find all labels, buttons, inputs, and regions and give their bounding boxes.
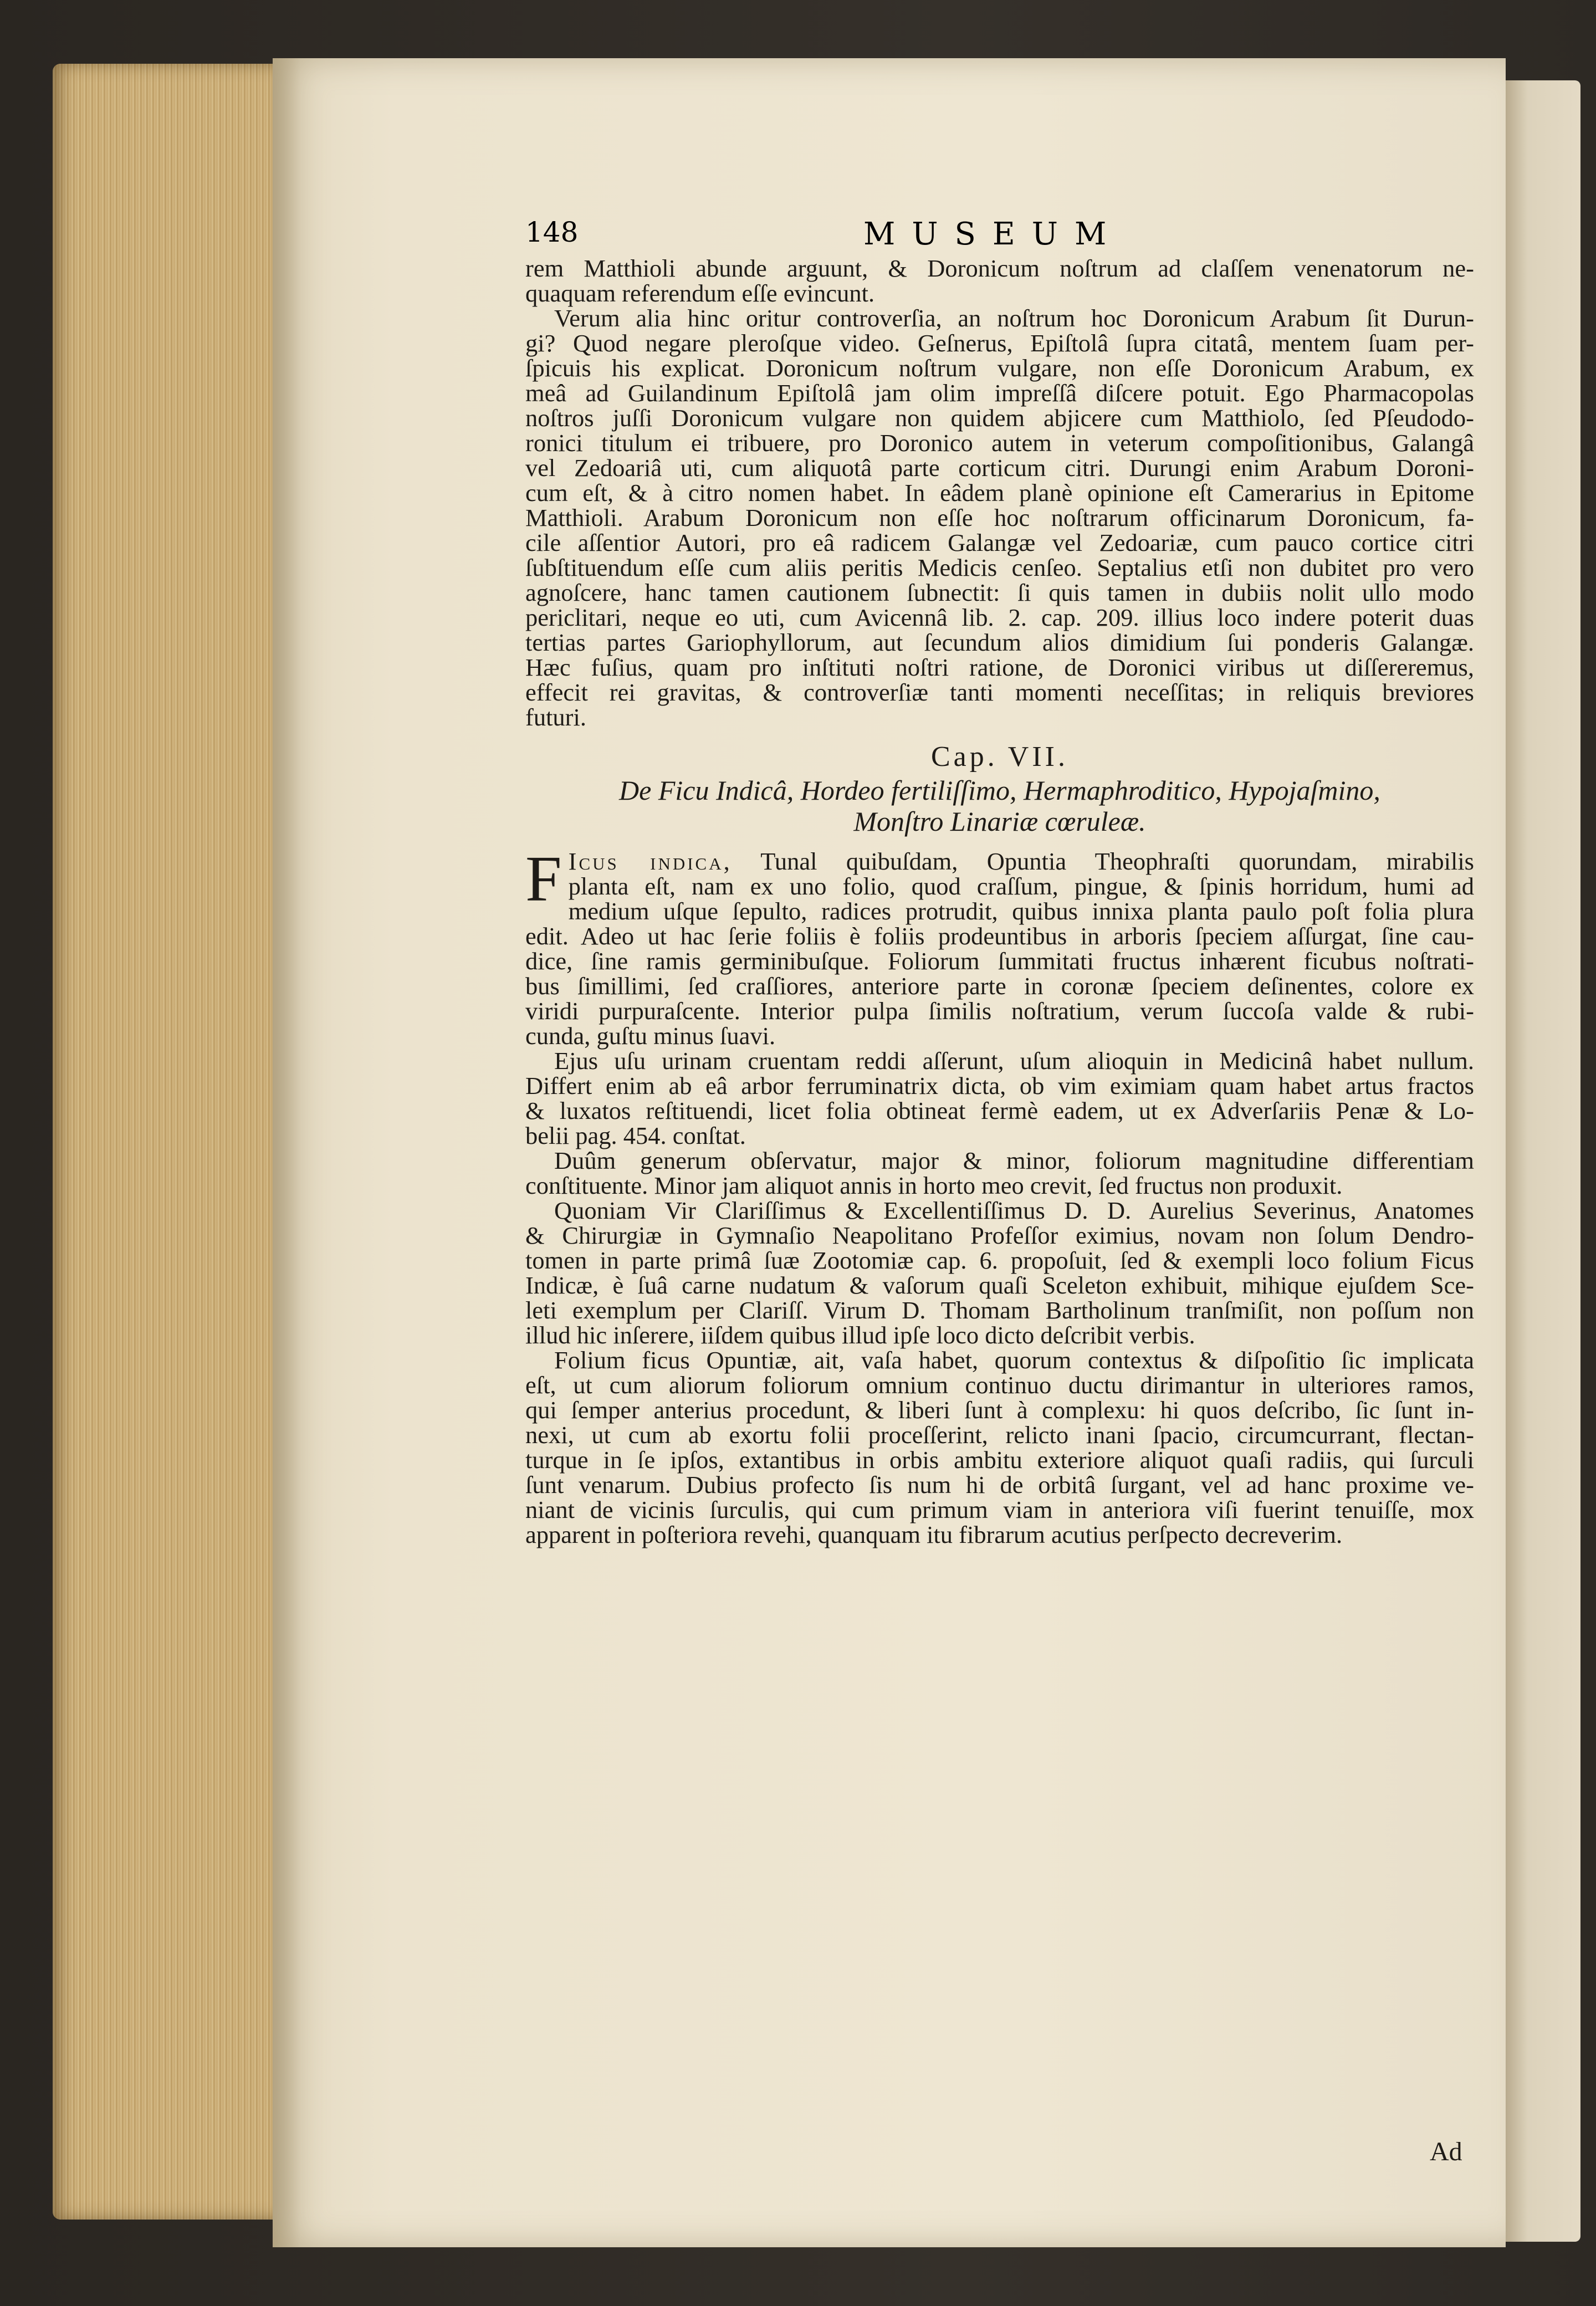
text-line: ſubſtituendum eſſe cum aliis peritis Medicis cenſeo. Septalius etſi non dubitet pro vero — [525, 554, 1474, 581]
text-line: illud hic inſerere, iiſdem quibus illud ipſe loco dicto deſcribit verbis. — [525, 1321, 1195, 1349]
lead-words: Icus indica, — [568, 847, 732, 875]
text-line: Ejus uſu urinam cruentam reddi aſſerunt, uſum alioquin in Medicinâ habet nullum. — [554, 1047, 1474, 1075]
page-number: 148 — [525, 216, 579, 248]
paragraph-ficus-indica — [525, 842, 1474, 1050]
catchword: Ad — [1430, 2137, 1462, 2166]
text-line: planta eſt, nam ex uno folio, quod craſſum, pingue, & ſpinis horridum, humi ad — [568, 872, 1474, 900]
text-line: medium uſque ſepulto, radices protrudit, quibus innixa planta paulo poſt folia plura — [568, 897, 1474, 925]
text-line: eſt, ut cum aliorum foliorum omnium continuo ductu dirimantur in ulteriores ramos, — [525, 1371, 1474, 1399]
text-line: tertias partes Gariophyllorum, aut ſecundum alios dimidium ſui ponderis Galangæ. — [525, 628, 1474, 656]
page-header — [525, 216, 1474, 252]
text-line: periclitari, neque eo uti, cum Avicennâ lib. 2. cap. 209. illius loco indere poterit duas — [525, 604, 1474, 631]
text-line: niant de vicinis ſurculis, qui cum primum viam in anteriora viſi fuerint tenuiſſe, mox — [525, 1496, 1474, 1523]
text-line: leti exemplum per Clariſſ. Virum D. Thomam Bartholinum tranſmiſit, non poſſum non — [525, 1296, 1474, 1324]
paragraph-severinus — [525, 1198, 1474, 1348]
text-line: Indicæ, è ſuâ carne nudatum & vaſorum quaſi Sceleton exhibuit, mihique ejuſdem Sce- — [525, 1271, 1474, 1299]
text-line: noſtros juſſi Doronicum vulgare non quidem abjicere cum Matthiolo, ſed Pſeudodo- — [525, 404, 1474, 432]
chapter-title-line-1: De Ficu Indicâ, Hordeo fertiliſſimo, Hermaphroditico, Hypojaſmino, — [619, 775, 1380, 806]
text-line: ſunt venarum. Dubius profecto ſis num hi de orbitâ ſurgant, vel ad hanc proxime ve- — [525, 1471, 1474, 1499]
text-line: turque in ſe ipſos, extantibus in orbis ambitu exteriore aliquot quaſi radiis, qui ſurculi — [525, 1446, 1474, 1474]
page-body — [525, 256, 1474, 1547]
text-line: Matthioli. Arabum Doronicum non eſſe hoc noſtrarum officinarum Doronicum, fa- — [525, 504, 1474, 531]
page-edges — [53, 64, 280, 2220]
text-line: dice, ſine ramis germinibuſque. Foliorum ſummitati fructus inhærent ficubus noſtrati- — [525, 947, 1474, 975]
text-line: & Chirurgiæ in Gymnaſio Neapolitano Profeſſor eximius, novam non ſolum Dendro- — [525, 1221, 1474, 1249]
text-line: futuri. — [525, 703, 586, 731]
text-line: Differt enim ab eâ arbor ferruminatrix dicta, ob vim eximiam quam habet artus fractos — [525, 1072, 1474, 1100]
paragraph-durungi — [525, 306, 1474, 730]
text-line: Quoniam Vir Clariſſimus & Excellentiſſimus D. D. Aurelius Severinus, Anatomes — [554, 1197, 1474, 1224]
text-line: belii pag. 454. conſtat. — [525, 1122, 746, 1149]
text-line: & luxatos reſtituendi, licet folia obtineat fermè eadem, ut ex Adverſariis Penæ & Lo- — [525, 1097, 1474, 1124]
text-line: cunda, guſtu minus ſuavi. — [525, 1022, 776, 1050]
paragraph-folium — [525, 1348, 1474, 1547]
text-line: Folium ficus Opuntiæ, ait, vaſa habet, quorum contextus & diſpoſitio ſic implicata — [554, 1346, 1474, 1374]
paragraph-usus — [525, 1049, 1474, 1148]
first-line-rest: Tunal quibuſdam, Opuntia Theophraſti quorundam, mirabilis — [732, 847, 1474, 875]
text-line: cum eſt, & à citro nomen habet. In eâdem planè opinione eſt Camerarius in Epitome — [525, 479, 1474, 507]
paragraph-intro — [525, 256, 1474, 306]
text-line: Verum alia hinc oritur controverſia, an noſtrum hoc Doronicum Arabum ſit Durun- — [554, 304, 1474, 332]
text-line: tomen in parte primâ ſuæ Zootomiæ cap. 6. propoſuit, ſed & exempli loco folium Ficus — [525, 1246, 1474, 1274]
text-line: viridi purpuraſcente. Interior pulpa ſimilis noſtratium, verum ſuccoſa valde & rubi- — [525, 997, 1474, 1025]
paragraph-genera — [525, 1148, 1474, 1198]
text-line: rem Matthioli abunde arguunt, & Doronicum noſtrum ad claſſem venenatorum ne- — [525, 254, 1474, 282]
text-line: edit. Adeo ut hac ſerie foliis è foliis prodeuntibus in arboris ſpeciem aſſurgat, ſine cau- — [525, 922, 1474, 950]
chapter-heading: Cap. VII. — [930, 741, 1068, 773]
text-line: vel Zedoariâ uti, cum aliquotâ parte corticum citri. Durungi enim Arabum Doroni- — [525, 454, 1474, 482]
text-line: Hæc fuſius, quam pro inſtituti noſtri ratione, de Doronici viribus ut diſſereremus, — [525, 653, 1474, 681]
text-line: effecit rei gravitas, & controverſiæ tanti momenti neceſſitas; in reliquis breviores — [525, 678, 1474, 706]
text-line: apparent in poſteriora revehi, quanquam itu fibrarum acutius perſpecto decreverim. — [525, 1521, 1343, 1548]
text-line: quaquam referendum eſſe evincunt. — [525, 279, 875, 307]
text-line: ronici titulum ei tribuere, pro Doronico autem in veterum compoſitionibus, Galangâ — [525, 429, 1474, 457]
text-line: meâ ad Guilandinum Epiſtolâ jam olim impreſſâ diſcere potuit. Ego Pharmacopolas — [525, 379, 1474, 407]
drop-cap: F — [525, 842, 562, 915]
running-head: MUSEUM — [863, 216, 1123, 252]
text-line: nexi, ut cum ab exortu folii proceſſerint, relicto inani ſpacio, circumcurrant, flectan- — [525, 1421, 1474, 1449]
text-line: conſtituente. Minor jam aliquot annis in horto meo crevit, ſed fructus non produxit. — [525, 1172, 1343, 1199]
text-line: qui ſemper anterius procedunt, & liberi ſunt à complexu: hi quos deſcribo, ſic ſunt in- — [525, 1396, 1474, 1424]
text-line: ſpicuis his explicat. Doronicum noſtrum vulgare, non eſſe Doronicum Arabum, ex — [525, 354, 1474, 382]
chapter-title-line-2: Monſtro Linariæ cœruleæ. — [853, 806, 1146, 837]
text-line: cile aſſentior Autori, pro eâ radicem Galangæ vel Zedoariæ, cum pauco cortice citri — [525, 529, 1474, 556]
facing-page-edge — [1506, 80, 1580, 2242]
text-line: gi? Quod negare pleroſque video. Geſnerus, Epiſtolâ ſupra citatâ, mentem ſuam per- — [525, 329, 1474, 357]
text-line: Duûm generum obſervatur, major & minor, foliorum magnitudine differentiam — [554, 1147, 1474, 1174]
text-line: bus ſimillimi, ſed craſſiores, anteriore parte in coronæ ſpeciem deſinentes, colore ex — [525, 972, 1474, 1000]
text-line: agnoſcere, hanc tamen cautionem ſubnectit: ſi quis tamen in dubiis nolit ullo modo — [525, 579, 1474, 606]
